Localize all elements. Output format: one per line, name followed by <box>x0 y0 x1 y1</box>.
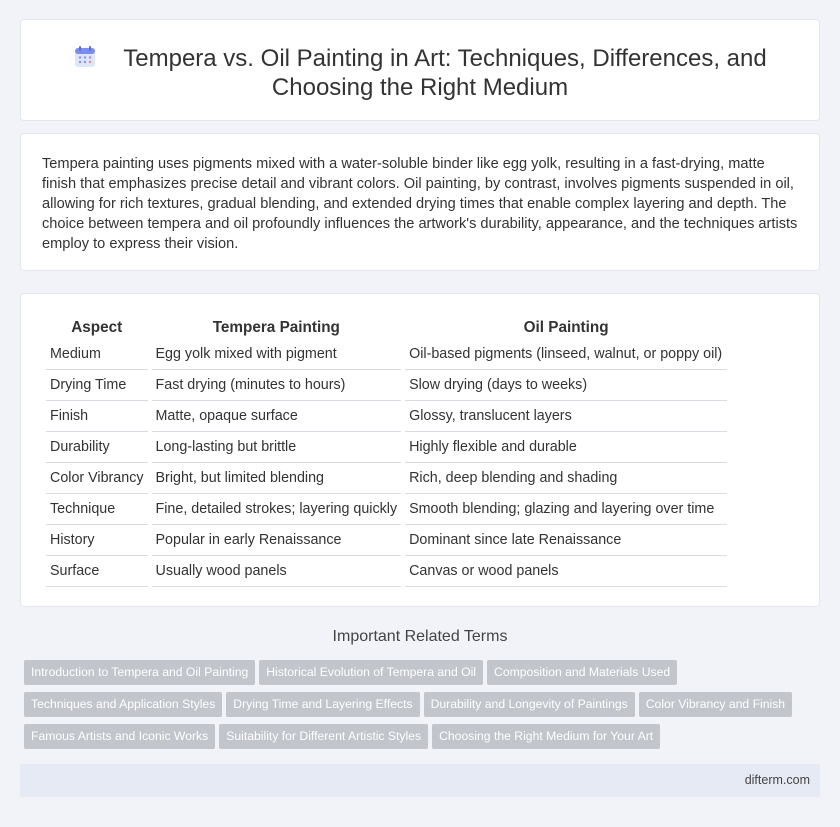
comparison-table <box>42 314 731 587</box>
header-oil: Oil Painting <box>523 318 609 336</box>
cell-tempera: Fast drying (minutes to hours) <box>152 370 402 401</box>
cell-aspect: Durability <box>46 432 148 463</box>
term-tag[interactable]: Famous Artists and Iconic Works <box>24 724 215 749</box>
table-header-row <box>46 314 727 339</box>
table-row <box>46 525 727 556</box>
cell-aspect: Surface <box>46 556 148 587</box>
term-tag[interactable]: Composition and Materials Used <box>487 660 677 685</box>
calendar-icon <box>73 45 97 69</box>
cell-aspect: Technique <box>46 494 148 525</box>
cell-oil: Dominant since late Renaissance <box>405 525 727 556</box>
footer-site-link[interactable]: difterm.com <box>744 773 810 787</box>
page-title-wrap <box>21 44 819 102</box>
cell-tempera: Egg yolk mixed with pigment <box>152 339 402 370</box>
cell-oil: Canvas or wood panels <box>405 556 727 587</box>
table-row <box>46 401 727 432</box>
cell-tempera: Matte, opaque surface <box>152 401 402 432</box>
cell-oil: Glossy, translucent layers <box>405 401 727 432</box>
term-tag[interactable]: Durability and Longevity of Paintings <box>424 692 635 717</box>
header-tempera: Tempera Painting <box>212 318 340 336</box>
table-row <box>46 556 727 587</box>
comparison-card <box>20 293 820 607</box>
cell-aspect: Drying Time <box>46 370 148 401</box>
term-tag[interactable]: Introduction to Tempera and Oil Painting <box>24 660 255 685</box>
related-terms-heading: Important Related Terms <box>332 628 508 645</box>
cell-aspect: Medium <box>46 339 148 370</box>
cell-oil: Highly flexible and durable <box>405 432 727 463</box>
term-tag[interactable]: Techniques and Application Styles <box>24 692 222 717</box>
cell-oil: Oil-based pigments (linseed, walnut, or poppy oil) <box>405 339 727 370</box>
related-terms-list <box>24 660 814 756</box>
tag-row <box>24 692 814 724</box>
cell-tempera: Fine, detailed strokes; layering quickly <box>152 494 402 525</box>
table-row <box>46 463 727 494</box>
cell-tempera: Bright, but limited blending <box>152 463 402 494</box>
intro-card <box>20 133 820 271</box>
term-tag[interactable]: Color Vibrancy and Finish <box>639 692 792 717</box>
table-row <box>46 432 727 463</box>
cell-aspect: Finish <box>46 401 148 432</box>
cell-oil: Smooth blending; glazing and layering over time <box>405 494 727 525</box>
page-title: Tempera vs. Oil Painting in Art: Techniques, Differences, and Choosing the Right Medium <box>123 45 767 101</box>
cell-oil: Slow drying (days to weeks) <box>405 370 727 401</box>
tag-row <box>24 660 814 692</box>
term-tag[interactable]: Historical Evolution of Tempera and Oil <box>259 660 483 685</box>
table-row <box>46 370 727 401</box>
table-row <box>46 339 727 370</box>
cell-tempera: Long-lasting but brittle <box>152 432 402 463</box>
tag-row <box>24 724 814 756</box>
term-tag[interactable]: Choosing the Right Medium for Your Art <box>432 724 660 749</box>
term-tag[interactable]: Drying Time and Layering Effects <box>226 692 419 717</box>
cell-aspect: Color Vibrancy <box>46 463 148 494</box>
term-tag[interactable]: Suitability for Different Artistic Styles <box>219 724 428 749</box>
cell-aspect: History <box>46 525 148 556</box>
intro-paragraph: Tempera painting uses pigments mixed with a water-soluble binder like egg yolk, resulting in a fast-drying, matte finish that emphasizes precise detail and vibrant colors. Oil painting, by contrast, involves pigments suspended in oil, allowing for rich textures, gradual blending, and extended drying times that enable complex layering and depth. The choice between tempera and oil profoundly influences the artwork's durability, appearance, and the techniques artists employ to express their vision. <box>42 156 798 252</box>
cell-oil: Rich, deep blending and shading <box>405 463 727 494</box>
cell-tempera: Usually wood panels <box>152 556 402 587</box>
title-card <box>20 19 820 121</box>
footer <box>20 764 820 797</box>
header-aspect: Aspect <box>71 318 123 336</box>
cell-tempera: Popular in early Renaissance <box>152 525 402 556</box>
table-row <box>46 494 727 525</box>
